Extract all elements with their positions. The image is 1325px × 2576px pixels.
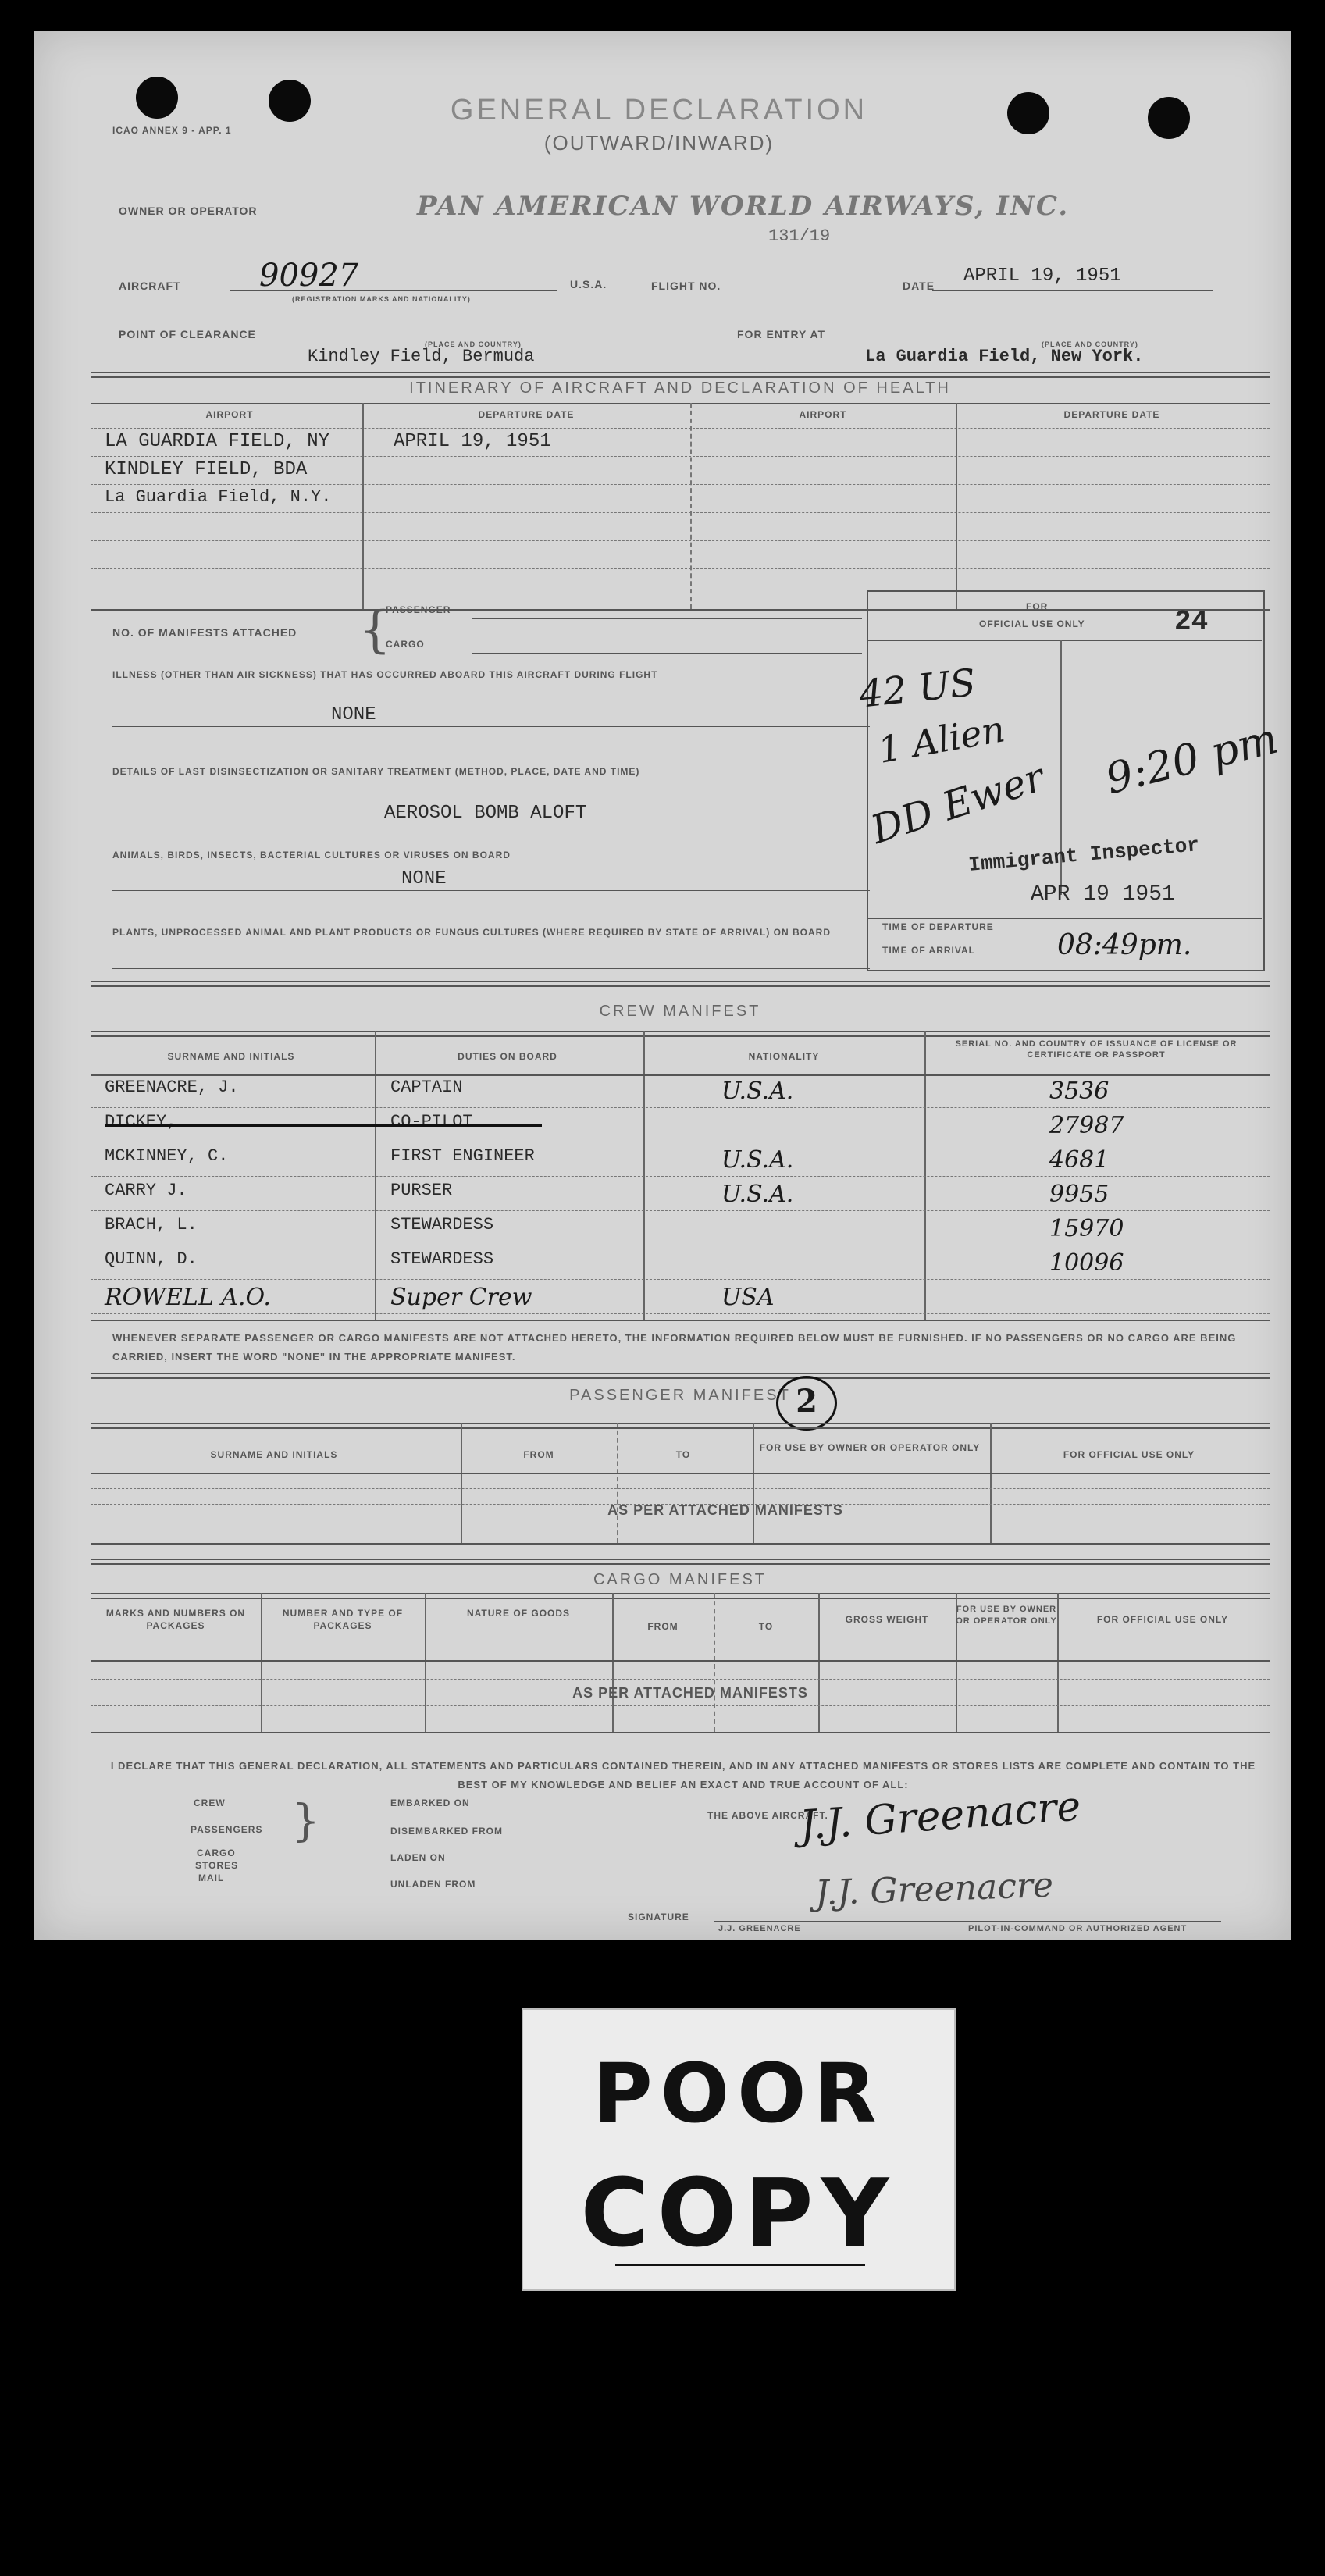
- passenger-as-per: AS PER ATTACHED MANIFESTS: [607, 1502, 843, 1518]
- arrival-time-value: 08:49pm.: [1057, 929, 1192, 961]
- itinerary-airport-3: La Guardia Field, N.Y.: [105, 487, 332, 507]
- crew-serial: 27987: [1049, 1112, 1124, 1139]
- cargo-col-weight: GROSS WEIGHT: [845, 1614, 929, 1625]
- owner-value: PAN AMERICAN WORLD AIRWAYS, INC.: [417, 191, 1070, 222]
- manifests-label: NO. OF MANIFESTS ATTACHED: [112, 626, 297, 639]
- crew-strikethrough: [105, 1124, 542, 1127]
- cargo-col-to: TO: [758, 1621, 774, 1632]
- declaration-crew: CREW: [194, 1797, 226, 1808]
- itinerary-col-departure: DEPARTURE DATE: [478, 409, 575, 420]
- declaration-mail: MAIL: [198, 1872, 225, 1883]
- declaration-embarked: EMBARKED ON: [390, 1797, 470, 1808]
- crew-name: CARRY J.: [105, 1181, 187, 1200]
- crew-col-serial: SERIAL NO. AND COUNTRY OF ISSUANCE OF LICENSE OR CERTIFICATE OR PASSPORT: [955, 1039, 1238, 1060]
- official-use-box: [867, 590, 1265, 971]
- crew-nationality: USA: [721, 1284, 775, 1311]
- crew-duties: CO-PILOT: [390, 1112, 473, 1131]
- captain-signature-2: J.J. Greenacre: [814, 1865, 1054, 1914]
- cargo-col-number: NUMBER AND TYPE OF PACKAGES: [282, 1608, 404, 1631]
- date-value: APRIL 19, 1951: [963, 265, 1121, 287]
- departure-time-label: TIME OF DEPARTURE: [882, 921, 994, 932]
- crew-row-divider: [91, 1313, 1270, 1314]
- passenger-col-name: SURNAME AND INITIALS: [210, 1449, 338, 1460]
- crew-nationality: U.S.A.: [721, 1146, 794, 1174]
- cargo-col-marks: MARKS AND NUMBERS ON PACKAGES: [105, 1608, 246, 1631]
- official-use-label: OFFICIAL USE ONLY: [979, 618, 1085, 629]
- illness-value: NONE: [331, 704, 376, 725]
- crew-col-nationality: NATIONALITY: [748, 1051, 820, 1062]
- crew-duties: CAPTAIN: [390, 1078, 463, 1097]
- cargo-col-nature: NATURE OF GOODS: [466, 1608, 571, 1619]
- crew-duties: Super Crew: [390, 1284, 532, 1311]
- crew-serial: 4681: [1049, 1146, 1110, 1174]
- punch-hole: [136, 77, 178, 119]
- usa-label: U.S.A.: [570, 278, 607, 290]
- poor-copy-card: [522, 2008, 956, 2291]
- itinerary-col-departure-2: DEPARTURE DATE: [1063, 409, 1160, 420]
- illness-label: ILLNESS (OTHER THAN AIR SICKNESS) THAT HAS OCCURRED ABOARD THIS AIRCRAFT DURING FLIGHT: [112, 669, 658, 680]
- declaration-text: I DECLARE THAT THIS GENERAL DECLARATION, ALL STATEMENTS AND PARTICULARS CONTAINED THEREIN, AND IN ANY ATTACHED MANIFESTS OR STORES LISTS ARE COMPLETE AND CONTAIN TO THE BEST OF MY KNOWLEDGE AND BELIEF AN EXACT AND TRUE ACCOUNT OF ALL:: [110, 1760, 1256, 1790]
- place-sub-left: (PLACE AND COUNTRY): [425, 340, 522, 348]
- passenger-col-to: TO: [675, 1449, 691, 1460]
- disinsect-value: AEROSOL BOMB ALOFT: [384, 803, 587, 824]
- crew-row-divider: [91, 1210, 1270, 1211]
- cargo-as-per: AS PER ATTACHED MANIFESTS: [572, 1685, 808, 1701]
- crew-heading: CREW MANIFEST: [599, 1003, 761, 1020]
- inspector-stamp-title: Immigrant Inspector: [967, 833, 1201, 877]
- clearance-label: POINT OF CLEARANCE: [119, 328, 256, 340]
- animals-value: NONE: [401, 868, 447, 889]
- official-number: 24: [1174, 606, 1209, 638]
- declaration-passengers: PASSENGERS: [191, 1824, 263, 1835]
- passenger-col-official: FOR OFFICIAL USE ONLY: [1063, 1449, 1195, 1460]
- official-hand-alien: 1 Alien: [874, 707, 1008, 771]
- animals-label: ANIMALS, BIRDS, INSECTS, BACTERIAL CULTURES OR VIRUSES ON BOARD: [112, 850, 511, 860]
- crew-nationality: U.S.A.: [721, 1181, 794, 1208]
- entry-value: La Guardia Field, New York.: [865, 347, 1144, 366]
- crew-serial: 3536: [1049, 1078, 1110, 1105]
- punch-hole: [269, 80, 311, 122]
- arrival-time-label: TIME OF ARRIVAL: [882, 945, 975, 956]
- official-hand-us: 42 US: [857, 661, 978, 717]
- crew-duties: FIRST ENGINEER: [390, 1146, 535, 1166]
- captain-signature: J.J. Greenacre: [798, 1783, 1083, 1850]
- poor-copy-line1: POOR: [593, 2046, 885, 2141]
- crew-serial: 10096: [1049, 1249, 1124, 1277]
- itinerary-airport-1: LA GUARDIA FIELD, NY: [105, 431, 330, 452]
- crew-name: ROWELL A.O.: [105, 1284, 271, 1311]
- crew-col-name: SURNAME AND INITIALS: [167, 1051, 295, 1062]
- signature-typed-name: J.J. GREENACRE: [718, 1924, 801, 1933]
- disinsect-label: DETAILS OF LAST DISINSECTIZATION OR SANITARY TREATMENT (METHOD, PLACE, DATE AND TIME): [112, 766, 640, 777]
- crew-serial: 15970: [1049, 1215, 1124, 1242]
- pilot-label: PILOT-IN-COMMAND OR AUTHORIZED AGENT: [968, 1924, 1188, 1933]
- manifest-notice: WHENEVER SEPARATE PASSENGER OR CARGO MANIFESTS ARE NOT ATTACHED HERETO, THE INFORMATION REQUIRED BELOW MUST BE FURNISHED. IF NO PASSENGERS OR NO CARGO ARE BEING CARRIED, INSERT THE WORD "NONE" IN THE APPROPRIATE MANIFEST.: [112, 1332, 1237, 1363]
- corner-code: ICAO ANNEX 9 - APP. 1: [112, 125, 232, 136]
- crew-duties: PURSER: [390, 1181, 453, 1200]
- crew-name: DICKEY,: [105, 1112, 177, 1131]
- aircraft-sub: (REGISTRATION MARKS AND NATIONALITY): [292, 295, 471, 303]
- crew-serial: 9955: [1049, 1181, 1110, 1208]
- official-hand-time: 9:20 pm: [1100, 713, 1283, 804]
- cargo-heading: CARGO MANIFEST: [593, 1571, 767, 1588]
- crew-duties: STEWARDESS: [390, 1215, 494, 1235]
- crew-name: QUINN, D.: [105, 1249, 198, 1269]
- official-for-label: FOR: [1026, 601, 1049, 612]
- place-sub-right: (PLACE AND COUNTRY): [1042, 340, 1138, 348]
- signature-label: SIGNATURE: [628, 1912, 689, 1922]
- crew-name: BRACH, L.: [105, 1215, 198, 1235]
- crew-row-divider: [91, 1176, 1270, 1177]
- crew-col-duties: DUTIES ON BOARD: [458, 1051, 557, 1062]
- inspector-stamp-date: APR 19 1951: [1031, 882, 1175, 907]
- entry-label: FOR ENTRY AT: [737, 328, 826, 340]
- brace-icon: {: [359, 601, 391, 659]
- itinerary-airport-2: KINDLEY FIELD, BDA: [105, 459, 308, 480]
- owner-label: OWNER OR OPERATOR: [119, 205, 258, 217]
- punch-hole: [1007, 92, 1049, 134]
- manifests-cargo-label: CARGO: [386, 639, 425, 650]
- declaration-cargo: CARGO: [197, 1847, 236, 1858]
- aircraft-label: AIRCRAFT: [119, 280, 181, 292]
- clearance-value: Kindley Field, Bermuda: [308, 347, 535, 366]
- passenger-circled-number: 2: [776, 1376, 837, 1431]
- form-title: GENERAL DECLARATION: [450, 94, 868, 126]
- crew-row-divider: [91, 1107, 1270, 1108]
- passenger-col-from: FROM: [523, 1449, 554, 1460]
- punch-hole: [1148, 97, 1190, 139]
- date-label: DATE: [903, 280, 935, 292]
- itinerary-col-airport-2: AIRPORT: [799, 409, 847, 420]
- aircraft-value: 90927: [259, 258, 359, 294]
- itinerary-col-airport: AIRPORT: [205, 409, 254, 420]
- form-number: 131/19: [768, 226, 831, 246]
- itinerary-date-1: APRIL 19, 1951: [394, 431, 551, 452]
- declaration-laden: LADEN ON: [390, 1852, 446, 1863]
- crew-row-divider: [91, 1279, 1270, 1280]
- cargo-col-owner: FOR USE BY OWNER OR OPERATOR ONLY: [956, 1605, 1057, 1626]
- manifests-passenger-label: PASSENGER: [386, 604, 451, 615]
- crew-name: GREENACRE, J.: [105, 1078, 239, 1097]
- declaration-above-aircraft: THE ABOVE AIRCRAFT.: [707, 1810, 828, 1821]
- passenger-heading: PASSENGER MANIFEST: [569, 1387, 791, 1404]
- cargo-col-from: FROM: [647, 1621, 679, 1632]
- official-hand-initials: DD Ewer: [865, 754, 1050, 853]
- itinerary-heading: ITINERARY OF AIRCRAFT AND DECLARATION OF HEALTH: [409, 379, 951, 397]
- form-subtitle: (OUTWARD/INWARD): [543, 131, 775, 155]
- crew-name: MCKINNEY, C.: [105, 1146, 229, 1166]
- poor-copy-line2: COPY: [580, 2160, 897, 2268]
- plants-label: PLANTS, UNPROCESSED ANIMAL AND PLANT PRODUCTS OR FUNGUS CULTURES (WHERE REQUIRED BY STATE OF ARRIVAL) ON BOARD: [112, 927, 832, 938]
- general-declaration-form: [34, 31, 1291, 1940]
- crew-nationality: U.S.A.: [721, 1078, 794, 1105]
- crew-duties: STEWARDESS: [390, 1249, 494, 1269]
- brace-icon: }: [292, 1796, 320, 1847]
- declaration-stores: STORES: [195, 1860, 239, 1871]
- flight-label: FLIGHT NO.: [651, 280, 721, 292]
- cargo-col-official: FOR OFFICIAL USE ONLY: [1096, 1614, 1229, 1625]
- declaration-disembarked: DISEMBARKED FROM: [390, 1826, 503, 1837]
- passenger-col-owner: FOR USE BY OWNER OR OPERATOR ONLY: [759, 1442, 981, 1453]
- declaration-unladen: UNLADEN FROM: [390, 1879, 476, 1890]
